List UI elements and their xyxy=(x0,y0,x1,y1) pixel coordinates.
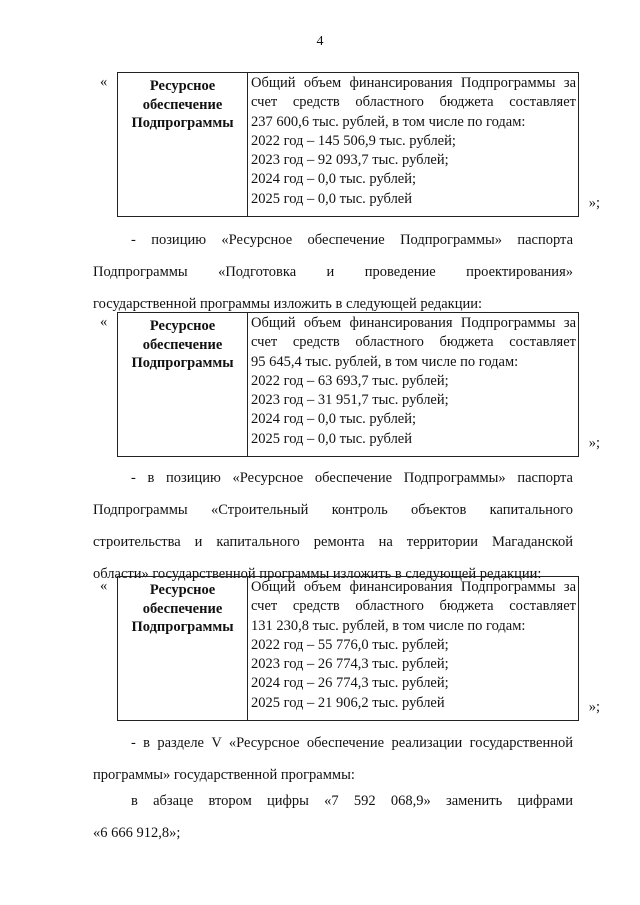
content-line: 2022 год – 55 776,0 тыс. рублей; xyxy=(251,636,449,653)
label-line: обеспечение xyxy=(142,96,223,113)
opening-quote: « xyxy=(100,578,108,594)
paragraph-4 xyxy=(93,785,573,849)
resource-table-1-block xyxy=(100,72,600,216)
paragraph-2 xyxy=(93,462,573,590)
content-line: Общий объем финансирования Подпрограммы за xyxy=(251,579,576,595)
label-line: обеспечение xyxy=(142,600,223,617)
label-line: Подпрограммы xyxy=(131,355,234,371)
content-line: 2024 год – 0,0 тыс. рублей; xyxy=(251,411,417,428)
closing-quote: »; xyxy=(588,699,600,715)
label-line: Ресурсное xyxy=(149,78,216,94)
table-content-cell xyxy=(248,577,579,721)
table-content-cell xyxy=(248,313,579,457)
table-label-cell xyxy=(118,313,248,457)
resource-table-2 xyxy=(117,312,579,457)
paragraph-line: в абзаце втором цифры «7 592 068,9» заменить цифрами xyxy=(131,793,573,809)
content-line: 2022 год – 63 693,7 тыс. рублей; xyxy=(251,372,449,389)
resource-table-1 xyxy=(117,72,579,217)
content-line: 2024 год – 0,0 тыс. рублей; xyxy=(251,171,417,188)
label-line: Подпрограммы xyxy=(131,115,234,131)
resource-table-3-block xyxy=(100,576,600,720)
content-line: счет средств областного бюджета составляет xyxy=(251,94,576,111)
content-line: 2022 год – 145 506,9 тыс. рублей; xyxy=(251,132,456,149)
opening-quote: « xyxy=(100,314,108,330)
paragraph-line: Подпрограммы «Строительный контроль объектов капитального xyxy=(93,502,573,518)
table-content-cell xyxy=(248,73,579,217)
closing-quote: »; xyxy=(588,195,600,211)
label-line: обеспечение xyxy=(142,336,223,353)
label-line: Подпрограммы xyxy=(131,619,234,635)
paragraph-line: - в позицию «Ресурсное обеспечение Подпрограммы» паспорта xyxy=(131,470,573,486)
content-line: 2025 год – 0,0 тыс. рублей xyxy=(251,190,413,207)
paragraph-line: государственной программы изложить в следующей редакции: xyxy=(93,296,483,312)
paragraph-line: Подпрограммы «Подготовка и проведение проектирования» xyxy=(93,264,573,280)
paragraph-line: - в разделе V «Ресурсное обеспечение реализации государственной xyxy=(131,735,573,751)
resource-table-2-block xyxy=(100,312,600,456)
table-label-cell xyxy=(118,577,248,721)
table-label-cell xyxy=(118,73,248,217)
content-line: счет средств областного бюджета составляет xyxy=(251,334,576,351)
content-line: Общий объем финансирования Подпрограммы за xyxy=(251,315,576,331)
content-line: 95 645,4 тыс. рублей, в том числе по годам: xyxy=(251,353,519,370)
label-line: Ресурсное xyxy=(149,582,216,598)
content-line: 2025 год – 21 906,2 тыс. рублей xyxy=(251,694,445,711)
paragraph-1 xyxy=(93,224,573,320)
paragraph-line: строительства и капитального ремонта на территории Магаданской xyxy=(93,534,573,550)
closing-quote: »; xyxy=(588,435,600,451)
content-line: Общий объем финансирования Подпрограммы за xyxy=(251,75,576,91)
opening-quote: « xyxy=(100,74,108,90)
content-line: 2024 год – 26 774,3 тыс. рублей; xyxy=(251,675,449,692)
content-line: 2023 год – 92 093,7 тыс. рублей; xyxy=(251,152,449,169)
paragraph-line: программы» государственной программы: xyxy=(93,767,355,783)
content-line: счет средств областного бюджета составляет xyxy=(251,598,576,615)
paragraph-line: «6 666 912,8»; xyxy=(93,825,181,841)
paragraph-line: - позицию «Ресурсное обеспечение Подпрограммы» паспорта xyxy=(131,232,573,248)
content-line: 2023 год – 31 951,7 тыс. рублей; xyxy=(251,392,449,409)
resource-table-3 xyxy=(117,576,579,721)
paragraph-3 xyxy=(93,727,573,791)
label-line: Ресурсное xyxy=(149,318,216,334)
paragraph-line: области» государственной программы изложить в следующей редакции: xyxy=(93,566,542,582)
content-line: 2023 год – 26 774,3 тыс. рублей; xyxy=(251,656,449,673)
page-number: 4 xyxy=(316,34,324,49)
content-line: 237 600,6 тыс. рублей, в том числе по годам: xyxy=(251,113,526,130)
content-line: 131 230,8 тыс. рублей, в том числе по годам: xyxy=(251,617,526,634)
content-line: 2025 год – 0,0 тыс. рублей xyxy=(251,430,413,447)
